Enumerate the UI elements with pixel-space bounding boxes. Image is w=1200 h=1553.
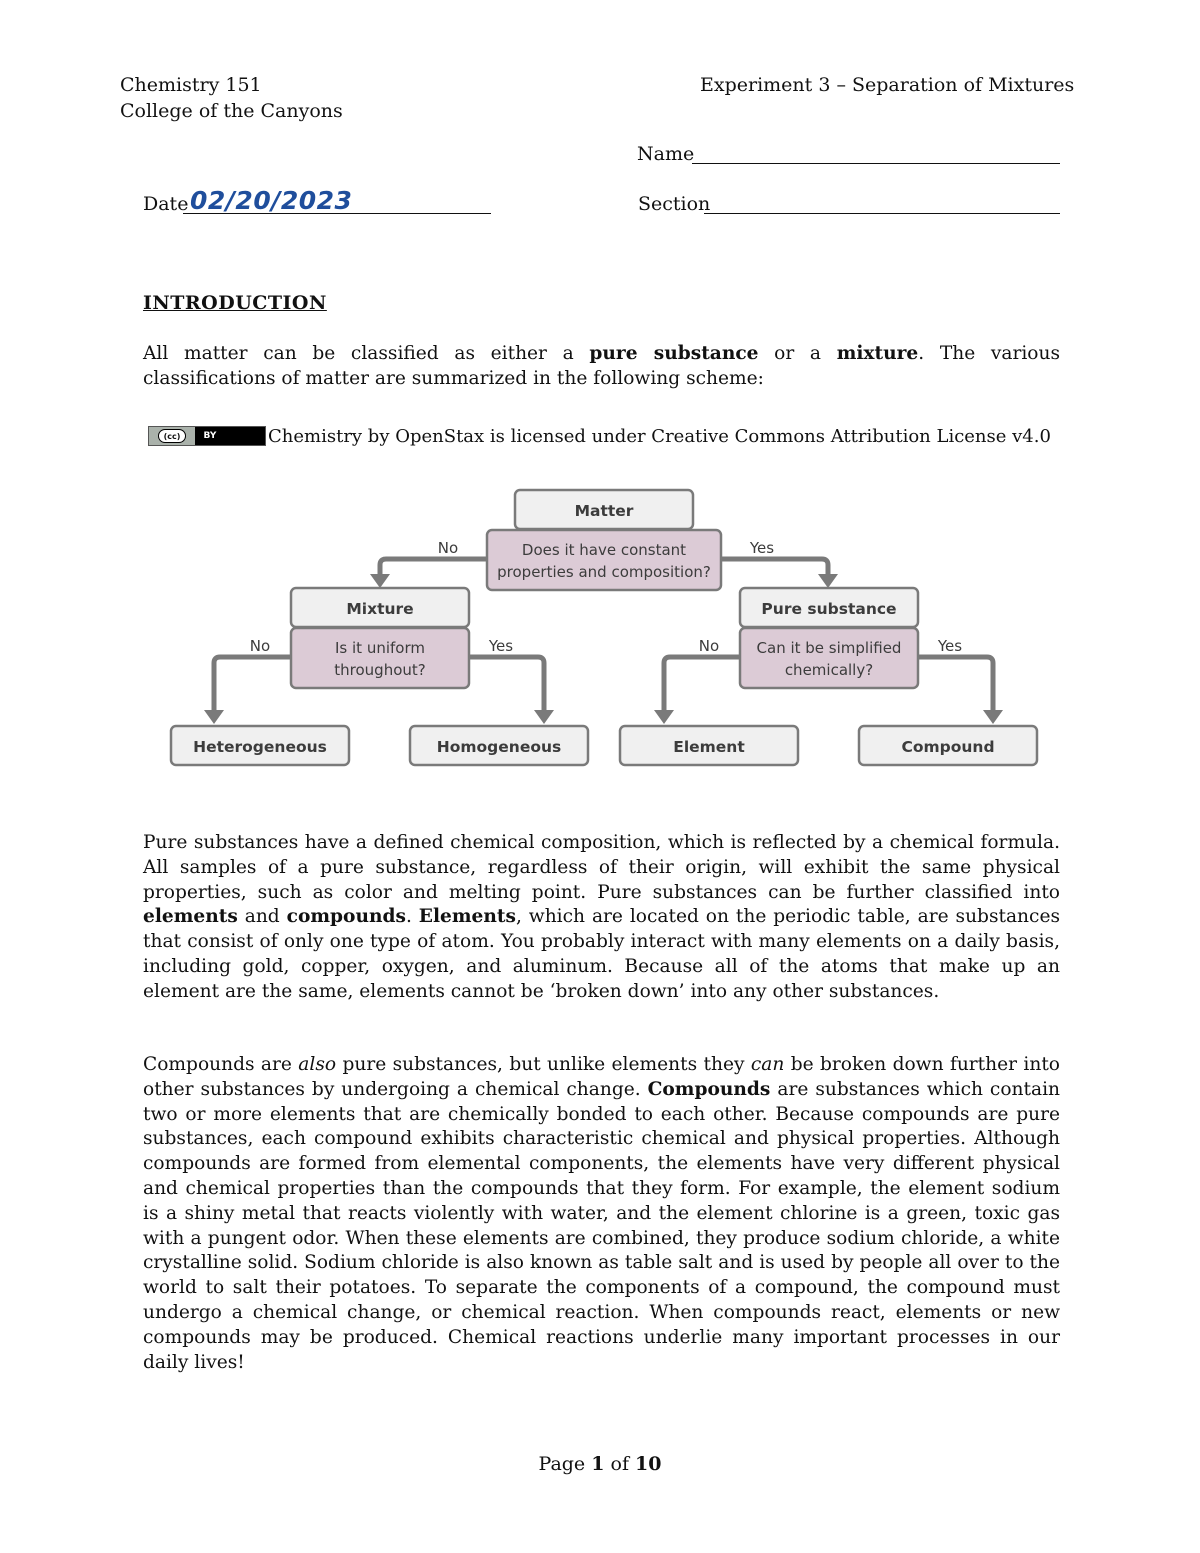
node-q3-box: [740, 628, 918, 688]
label-yes-1: Yes: [749, 539, 775, 557]
college-name: College of the Canyons: [120, 100, 343, 122]
page-number: Page 1 of 10: [538, 1453, 662, 1475]
node-matter: Matter: [574, 502, 634, 520]
name-label: Name: [637, 143, 695, 165]
node-compound: Compound: [901, 738, 995, 756]
edge-matter-yes: [721, 559, 828, 577]
pure-substances-paragraph: Pure substances have a defined chemical composition, which is reflected by a chemical formula. All samples of a pure substance, regardless of their origin, will exhibit the same physical properties, such as color and melting point. Pure substances can be further classified into elements and compounds. Elements, which are located on the periodic table, are substances that consist of only one type of atom. You probably interact with many elements on a daily basis, including gold, copper, oxygen, and aluminum. Because all of the atoms that make up an element are the same, elements cannot be ‘broken down’ into any other substances.: [143, 832, 1060, 1002]
node-homogeneous: Homogeneous: [436, 738, 562, 756]
label-no-2: No: [249, 637, 271, 655]
node-q1-box: [487, 530, 721, 590]
node-pure-substance: Pure substance: [761, 600, 897, 618]
compounds-paragraph: Compounds are also pure substances, but unlike elements they can be broken down further into other substances by undergoing a chemical change. Compounds are substances which contain two or more elements that are chemically bonded to each other. Because compounds are pure substances, each compound exhibits characteristic chemical and physical properties. Although compounds are formed from elemental components, the elements have very different physical and chemical properties than the compounds that they form. For example, the element sodium is a shiny metal that reacts violently with water, and the element chlorine is a green, toxic gas with a pungent odor. When these elements are combined, they produce sodium chloride, a white crystalline solid. Sodium chloride is also known as table salt and is used by people all over to the world to salt their potatoes. To separate the components of a compound, the compound must undergo a chemical change, or chemical reaction. When compounds react, elements or new compounds may be produced. Chemical reactions underlie many important processes in our daily lives!: [143, 1054, 1060, 1373]
node-heterogeneous: Heterogeneous: [193, 738, 327, 756]
intro-paragraph: All matter can be classified as either a pure substance or a mixture. The various classifications of matter are summarized in the following scheme:: [143, 343, 1061, 389]
label-no-3: No: [698, 637, 720, 655]
node-element: Element: [673, 738, 745, 756]
node-q2-box: [291, 628, 469, 688]
introduction-heading: INTRODUCTION: [143, 292, 327, 314]
arrow-to-pure: [818, 574, 838, 588]
node-q3-line2: chemically?: [784, 661, 874, 679]
label-yes-3: Yes: [937, 637, 963, 655]
edge-pure-yes: [918, 657, 993, 713]
cc-icon: (cc): [158, 429, 186, 443]
arrow-to-homogeneous: [534, 710, 554, 724]
edge-mixture-yes: [469, 657, 544, 713]
date-value[interactable]: 02/20/2023: [190, 186, 353, 215]
label-yes-2: Yes: [488, 637, 514, 655]
edge-mixture-no: [214, 657, 291, 713]
edge-matter-no: [380, 559, 487, 577]
edge-pure-no: [664, 657, 740, 713]
node-q1-line2: properties and composition?: [497, 563, 711, 581]
label-no-1: No: [437, 539, 459, 557]
arrow-to-compound: [983, 710, 1003, 724]
date-label: Date: [143, 193, 189, 215]
node-q2-line1: Is it uniform: [335, 639, 425, 657]
node-q3-line1: Can it be simplified: [756, 639, 902, 657]
arrow-to-mixture: [370, 574, 390, 588]
section-label: Section: [638, 193, 711, 215]
experiment-title: Experiment 3 – Separation of Mixtures: [700, 74, 1075, 96]
course-title: Chemistry 151: [120, 74, 262, 96]
node-q2-line2: throughout?: [334, 661, 426, 679]
arrow-to-element: [654, 710, 674, 724]
node-mixture: Mixture: [346, 600, 414, 618]
by-icon: BY: [195, 427, 225, 445]
arrow-to-heterogeneous: [204, 710, 224, 724]
license-text: Chemistry by OpenStax is licensed under Creative Commons Attribution License v4.0: [268, 425, 1051, 447]
node-q1-line1: Does it have constant: [521, 541, 687, 559]
